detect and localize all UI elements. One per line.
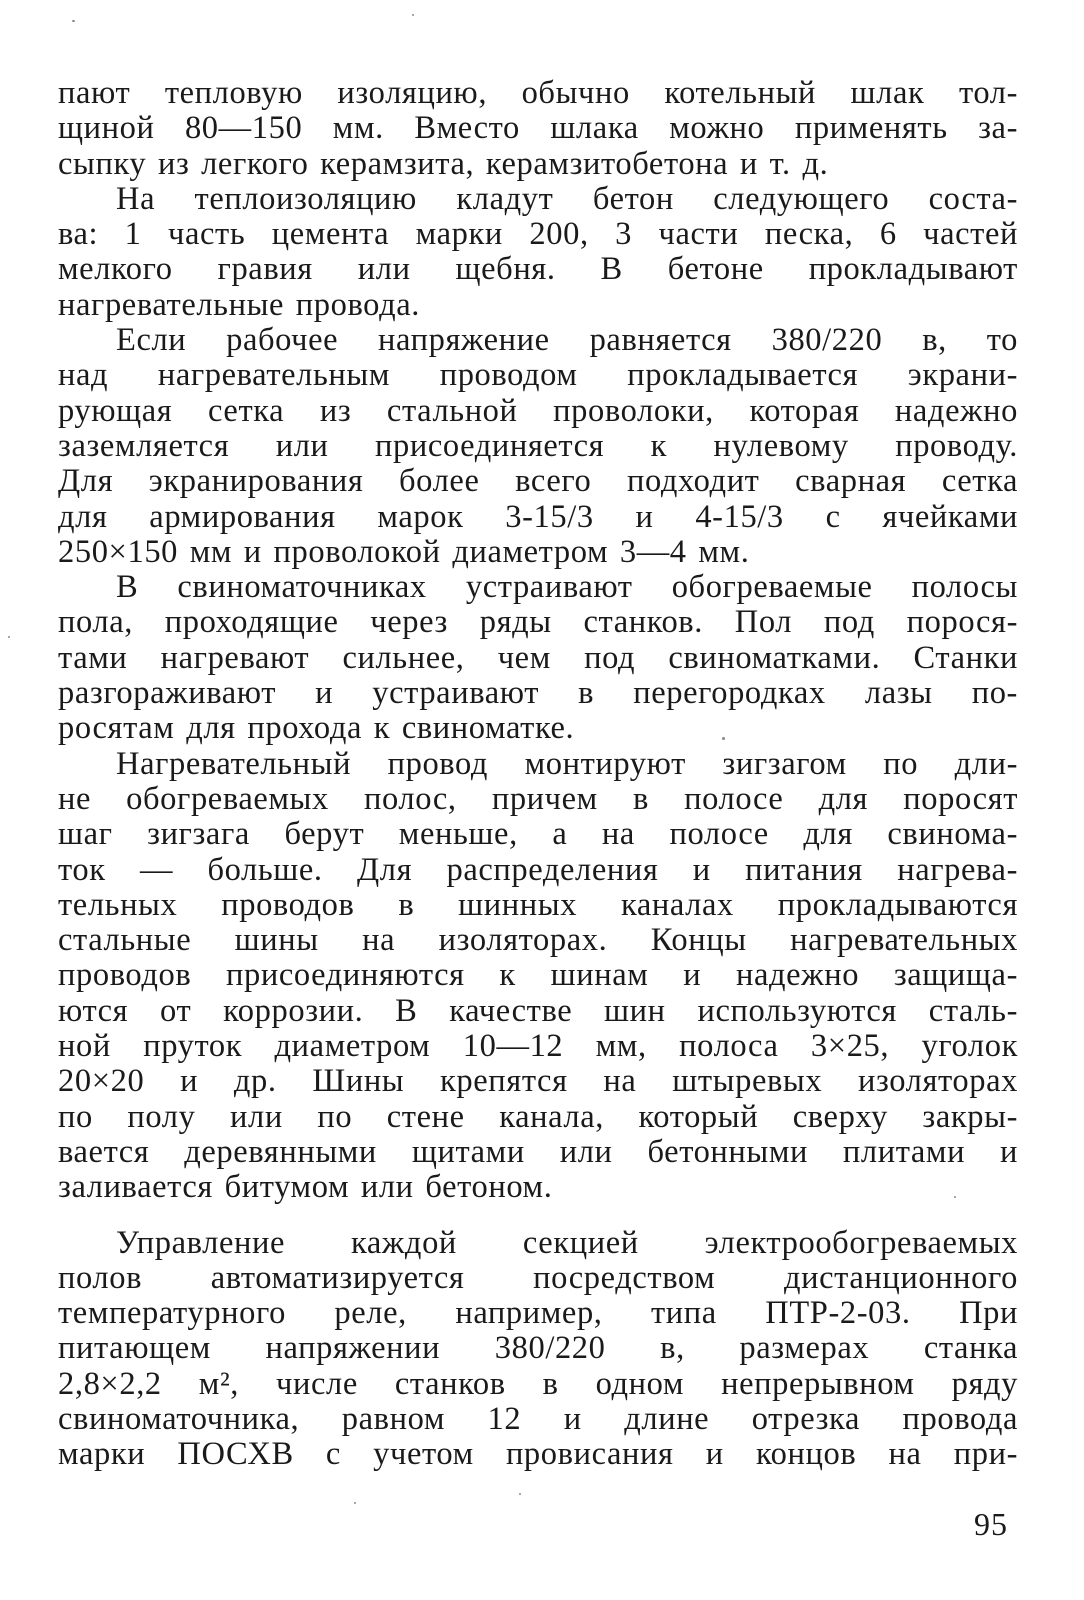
text-line: 20×20 и др. Шины крепятся на штыревых изоляторах	[58, 1063, 1018, 1100]
text-line: вается деревянными щитами или бетонными плитами и	[58, 1133, 1018, 1170]
page-number: 95	[974, 1506, 1008, 1542]
text-line: проводов присоединяются к шинам и надежно защища-	[58, 957, 1018, 994]
text-line: марки ПОСХВ с учетом провисания и концов на при-	[58, 1436, 1018, 1473]
text-line: над нагревательным проводом прокладывается экрани-	[58, 357, 1018, 394]
text-line: Управление каждой секцией электрообогреваемых	[116, 1224, 1018, 1261]
text-line: для армирования марок 3-15/3 и 4-15/3 с ячейками	[58, 498, 1018, 535]
paragraph-5	[58, 747, 1018, 1206]
text-line: В свиноматочниках устраивают обогреваемые полосы	[116, 569, 1018, 606]
text-line: На теплоизоляцию кладут бетон следующего соста-	[116, 180, 1018, 217]
text-line: росятам для прохода к свиноматке.	[58, 710, 575, 747]
text-line: 2,8×2,2 м², числе станков в одном непрерывном ряду	[58, 1365, 1018, 1402]
text-line: рующая сетка из стальной проволоки, которая надежно	[58, 392, 1018, 429]
scan-speck	[954, 1196, 956, 1198]
scan-speck	[519, 1493, 521, 1495]
scan-speck	[412, 14, 414, 16]
scan-speck	[722, 737, 725, 740]
paragraph-3	[58, 323, 1018, 570]
text-line: шаг зигзага берут меньше, а на полосе для свинома-	[58, 816, 1018, 853]
text-line: свиноматочника, равном 12 и длине отрезка провода	[58, 1400, 1018, 1437]
text-line: мелкого гравия или щебня. В бетоне прокладывают	[58, 251, 1018, 288]
text-line: разгораживают и устраивают в перегородках лазы по-	[58, 675, 1018, 712]
text-line: полов автоматизируется посредством дистанционного	[58, 1259, 1018, 1296]
text-line: щиной 80—150 мм. Вместо шлака можно применять за-	[58, 110, 1018, 147]
text-line: заливается битумом или бетоном.	[58, 1169, 553, 1206]
text-line: тами нагревают сильнее, чем под свиноматками. Станки	[58, 639, 1018, 676]
scan-speck	[8, 636, 10, 638]
text-line: температурного реле, например, типа ПТР-2-03. При	[58, 1295, 1018, 1332]
paragraph-1	[58, 76, 1018, 182]
paragraph-2	[58, 182, 1018, 323]
text-line: Нагревательный провод монтируют зигзагом по дли-	[116, 745, 1018, 782]
text-line: ва: 1 часть цемента марки 200, 3 части песка, 6 частей	[58, 216, 1018, 253]
text-line: заземляется или присоединяется к нулевому проводу.	[58, 427, 1018, 464]
text-line: питающем напряжении 380/220 в, размерах станка	[58, 1330, 1018, 1367]
text-line: 250×150 мм и проволокой диаметром 3—4 мм.	[58, 533, 750, 570]
text-line: Для экранирования более всего подходит сварная сетка	[58, 463, 1018, 500]
text-line: не обогреваемых полос, причем в полосе для поросят	[58, 780, 1018, 817]
scan-speck	[354, 1502, 356, 1504]
text-line: стальные шины на изоляторах. Концы нагревательных	[58, 922, 1018, 959]
text-line: тельных проводов в шинных каналах прокладываются	[58, 886, 1018, 923]
text-line: сыпку из легкого керамзита, керамзитобетона и т. д.	[58, 145, 829, 182]
page-text	[58, 76, 1018, 1473]
text-line: пают тепловую изоляцию, обычно котельный шлак тол-	[58, 75, 1018, 111]
text-line: Если рабочее напряжение равняется 380/220 в, то	[116, 322, 1018, 359]
paragraph-6	[58, 1226, 1018, 1473]
text-line: нагревательные провода.	[58, 286, 420, 323]
paragraph-4	[58, 570, 1018, 746]
text-line: пола, проходящие через ряды станков. Пол под порося-	[58, 604, 1018, 641]
text-line: ток — больше. Для распределения и питания нагрева-	[58, 851, 1018, 888]
text-line: ной пруток диаметром 10—12 мм, полоса 3×25, уголок	[58, 1028, 1018, 1065]
text-line: по полу или по стене канала, который сверху закры-	[58, 1098, 1018, 1135]
text-line: ются от коррозии. В качестве шин используются сталь-	[58, 992, 1018, 1029]
scan-speck	[72, 20, 75, 22]
